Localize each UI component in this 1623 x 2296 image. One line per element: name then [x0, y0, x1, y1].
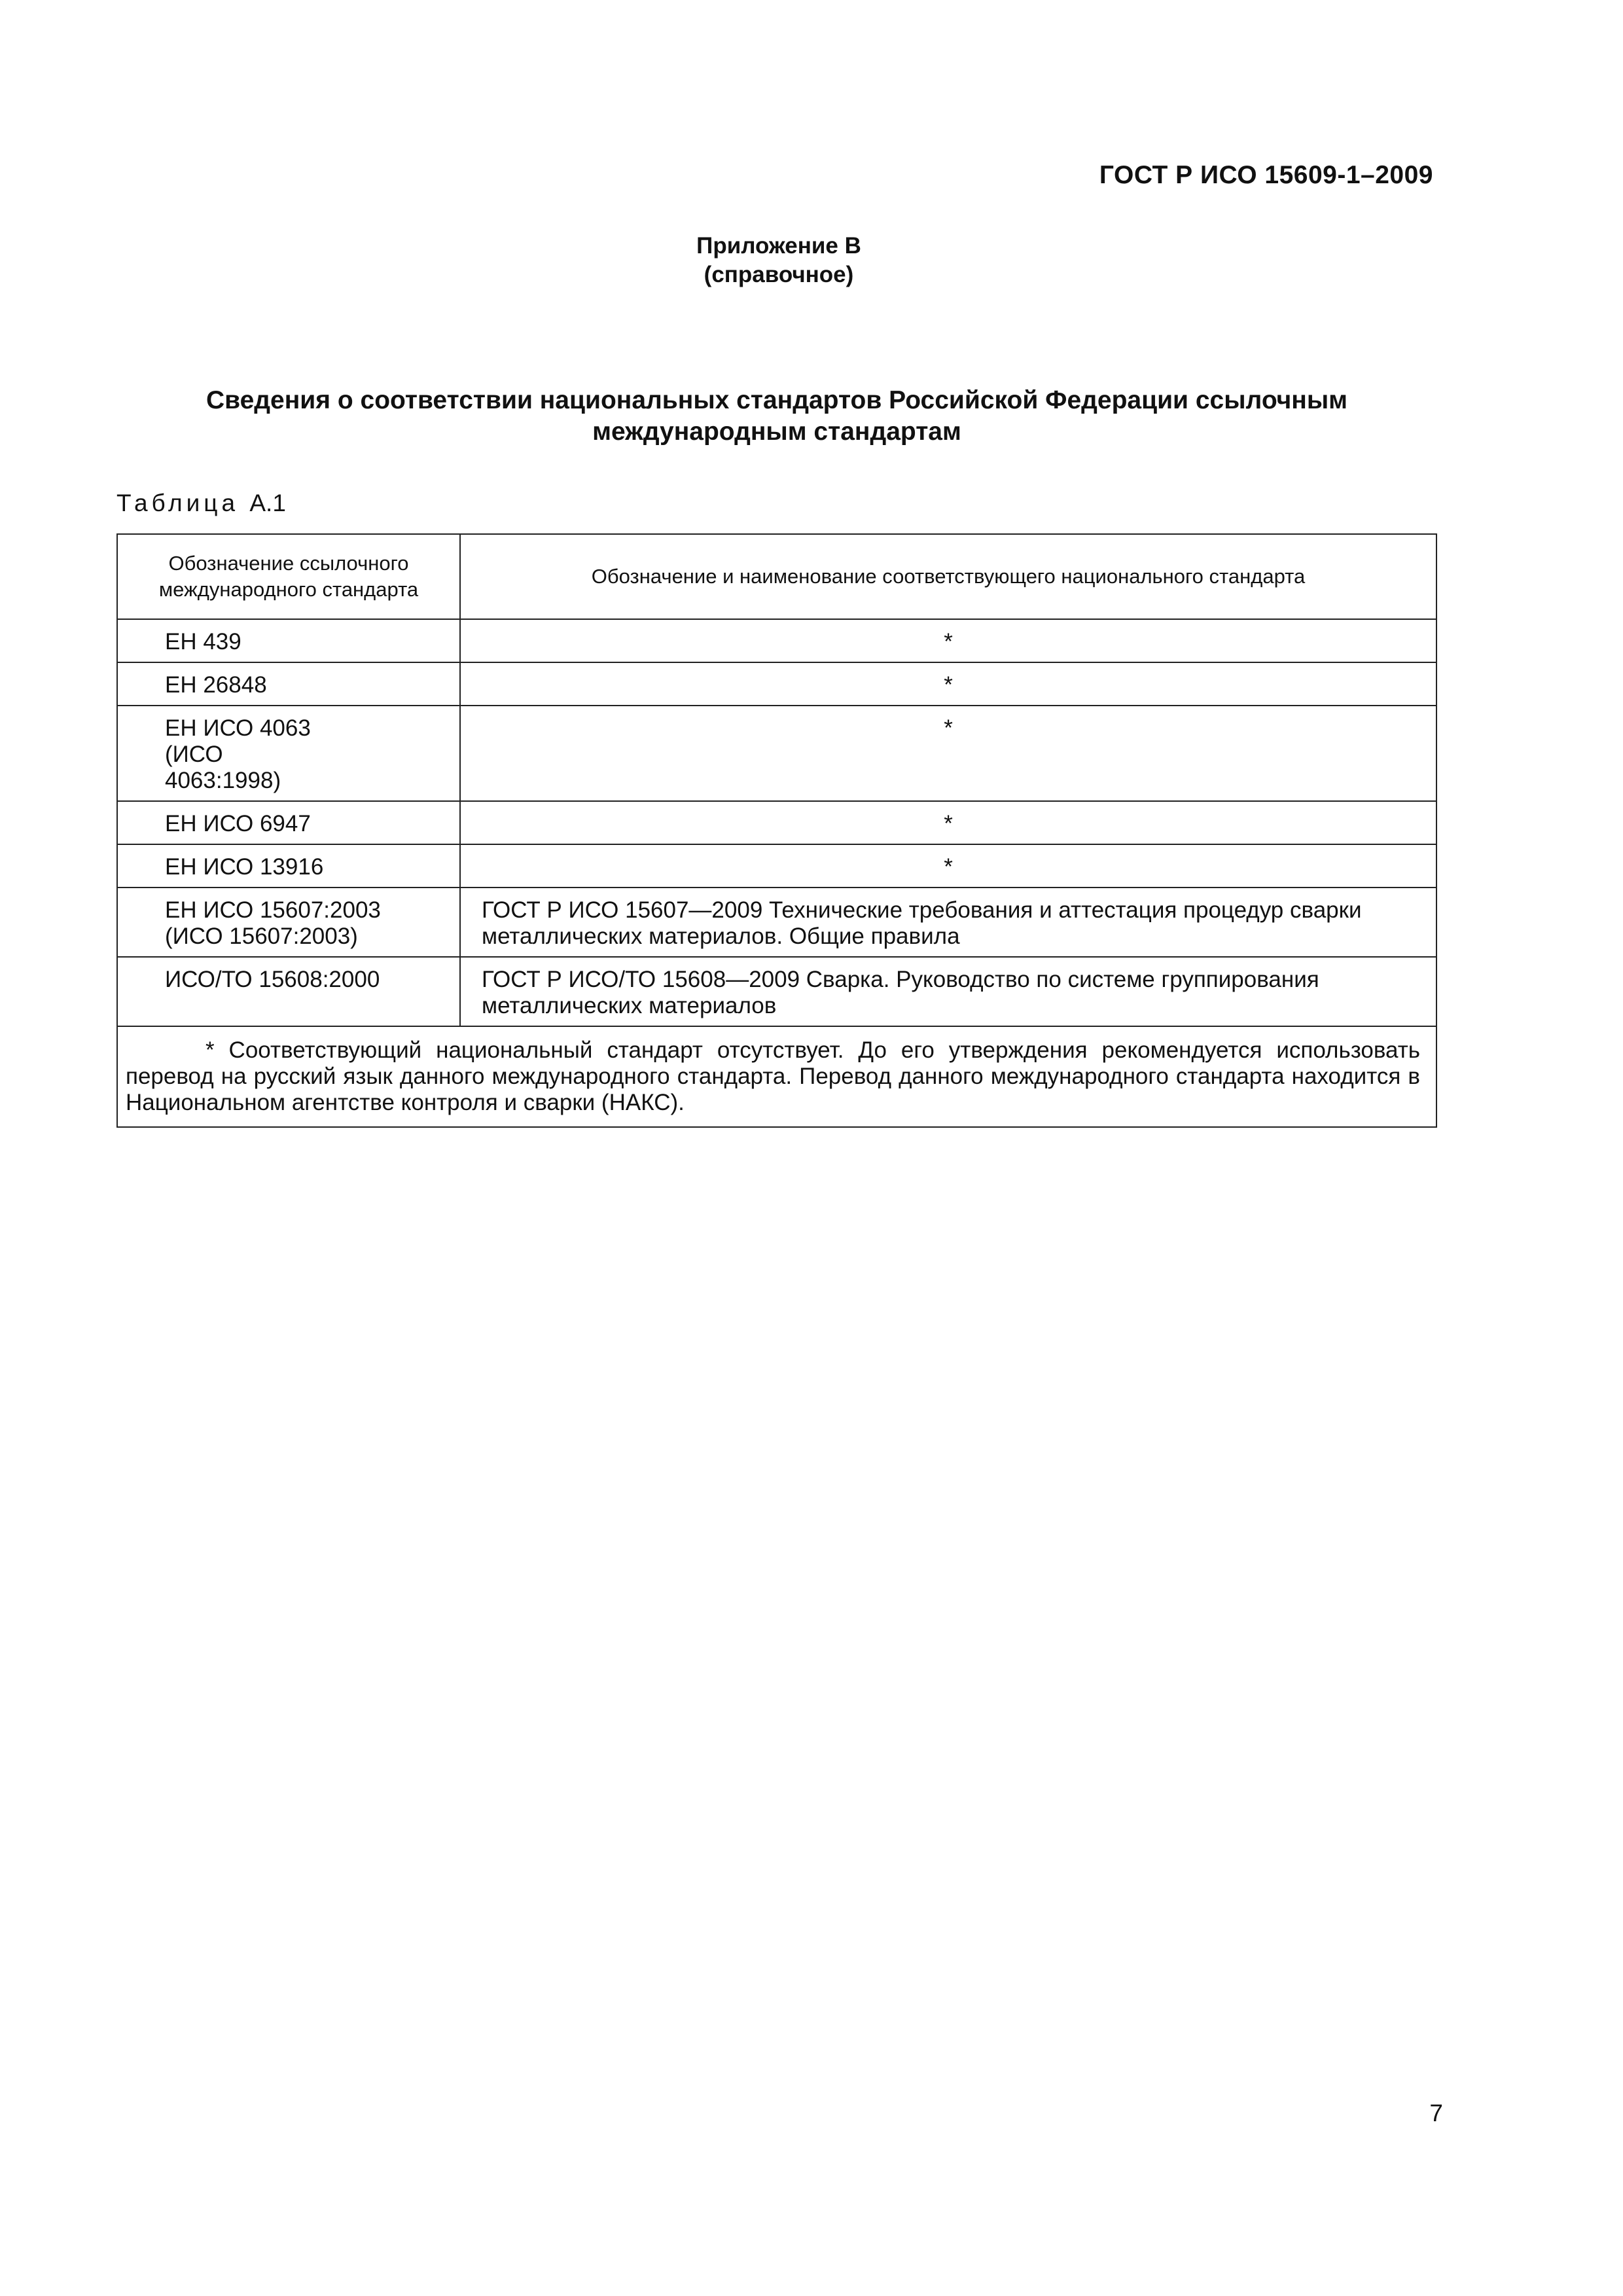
national-standard-cell: *: [460, 619, 1436, 662]
national-standard-cell: *: [460, 801, 1436, 844]
intl-standard-cell: ЕН ИСО 15607:2003 (ИСО 15607:2003): [117, 888, 460, 957]
table-footnote-row: [117, 1026, 1436, 1127]
page-number: 7: [1429, 2100, 1443, 2126]
appendix-subtitle: (справочное): [704, 262, 854, 287]
intl-standard-cell: ЕН 439: [117, 619, 460, 662]
table-footnote: [117, 1026, 1436, 1127]
table-row: [117, 662, 1436, 706]
intl-standard-cell: ЕН ИСО 4063 (ИСО 4063:1998): [117, 706, 460, 801]
intl-standard-cell: ЕН ИСО 6947: [117, 801, 460, 844]
national-standard-cell: *: [460, 844, 1436, 888]
section-title: [116, 385, 1437, 448]
table-row: [117, 844, 1436, 888]
appendix-title: Приложение В: [696, 233, 861, 259]
intl-standard-cell: ЕН 26848: [117, 662, 460, 706]
table-caption: [116, 490, 286, 517]
standards-table: [116, 533, 1437, 1128]
table-row: [117, 888, 1436, 957]
header-intl-standard-text: Обозначение ссылочного международного стандарта: [158, 552, 419, 601]
footnote-text: * Соответствующий национальный стандарт отсутствует. До его утверждения рекомендуется использовать перевод на русский язык данного международного стандарта. Перевод данного международного стандарта находится в Национальном агентстве контроля и сварки (НАКС).: [126, 1037, 1420, 1115]
national-standard-cell: *: [460, 706, 1436, 801]
national-standard-cell: ГОСТ Р ИСО 15607—2009 Технические требования и аттестация процедур сварки металлических материалов. Общие правила: [460, 888, 1436, 957]
header-national-standard: Обозначение и наименование соответствующего национального стандарта: [460, 534, 1436, 619]
table-row: [117, 706, 1436, 801]
national-standard-cell: ГОСТ Р ИСО/ТО 15608—2009 Сварка. Руководство по системе группирования металлических материалов: [460, 957, 1436, 1026]
intl-standard-cell: ЕН ИСО 13916: [117, 844, 460, 888]
table-row: [117, 619, 1436, 662]
document-code: ГОСТ Р ИСО 15609-1–2009: [1099, 161, 1433, 189]
header-intl-standard: [117, 534, 460, 619]
table-row: [117, 801, 1436, 844]
table-row: [117, 957, 1436, 1026]
table-caption-label: Таблица: [116, 490, 240, 516]
section-title-line-2: международным стандартам: [592, 418, 961, 446]
table-header-row: [117, 534, 1436, 619]
appendix-heading: [0, 232, 1558, 289]
national-standard-cell: *: [460, 662, 1436, 706]
section-title-line-1: Сведения о соответствии национальных стандартов Российской Федерации ссылочным: [205, 386, 1348, 414]
table-caption-number: А.1: [249, 490, 286, 516]
intl-standard-cell: ИСО/ТО 15608:2000: [117, 957, 460, 1026]
